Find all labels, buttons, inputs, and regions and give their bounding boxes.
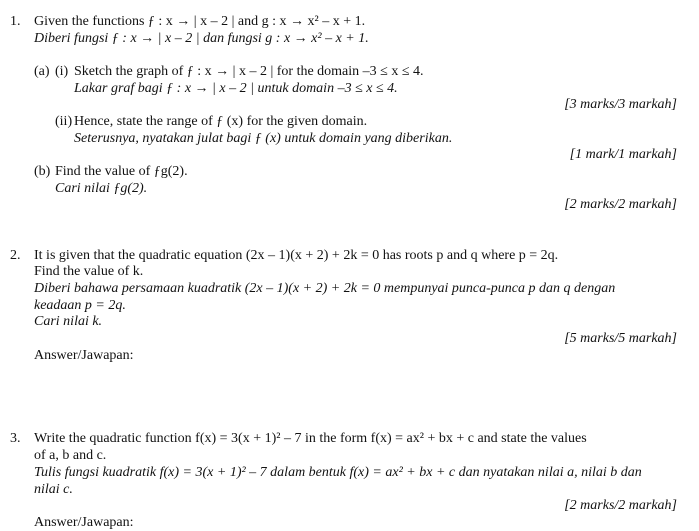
- q2-stem-english-1: It is given that the quadratic equation (2x – 1)(x + 2) + 2k = 0 has roots p and q where p = 2q.: [34, 248, 559, 263]
- q1aii-marks: [1 mark/1 markah]: [569, 147, 677, 162]
- q1-stem-english: Given the functions ƒ : x → | x – 2 | and g : x → x² – x + 1.: [34, 14, 366, 29]
- q1b-marks: [2 marks/2 markah]: [564, 197, 677, 212]
- q3-stem-english-2: of a, b and c.: [34, 448, 107, 463]
- q1ai-malay: Lakar graf bagi ƒ : x → | x – 2 | untuk domain –3 ≤ x ≤ 4.: [74, 81, 398, 96]
- q2-marks: [5 marks/5 markah]: [564, 331, 677, 346]
- q2-answer-label: Answer/Jawapan:: [34, 348, 134, 363]
- q1-stem-malay: Diberi fungsi ƒ : x → | x – 2 | dan fungsi g : x → x² – x + 1.: [34, 31, 369, 46]
- q3-answer-label: Answer/Jawapan:: [34, 515, 134, 530]
- q2-stem-english-2: Find the value of k.: [34, 264, 144, 279]
- q2-number: 2.: [10, 248, 21, 263]
- q2-stem-malay-2: keadaan p = 2q.: [34, 298, 126, 313]
- q1-number: 1.: [10, 14, 21, 29]
- q2-stem-malay-3: Cari nilai k.: [34, 314, 103, 329]
- q1ai-marks: [3 marks/3 markah]: [564, 97, 677, 112]
- q3-stem-malay-1: Tulis fungsi kuadratik f(x) = 3(x + 1)² – 7 dalam bentuk f(x) = ax² + bx + c dan nyatakan nilai a, nilai b dan: [34, 465, 642, 480]
- q1b-label: (b): [34, 164, 51, 179]
- q1a-label: (a): [34, 64, 50, 79]
- q3-stem-malay-2: nilai c.: [34, 482, 73, 497]
- q3-marks: [2 marks/2 markah]: [564, 498, 677, 513]
- q1b-english: Find the value of ƒg(2).: [55, 164, 188, 179]
- q1aii-label: (ii): [55, 114, 73, 129]
- q1aii-malay: Seterusnya, nyatakan julat bagi ƒ (x) untuk domain yang diberikan.: [74, 131, 453, 146]
- q1b-malay: Cari nilai ƒg(2).: [55, 181, 148, 196]
- q1ai-label: (i): [55, 64, 69, 79]
- q3-number: 3.: [10, 431, 21, 446]
- q2-stem-malay-1: Diberi bahawa persamaan kuadratik (2x – 1)(x + 2) + 2k = 0 mempunyai punca-punca p dan q dengan: [34, 281, 616, 296]
- q3-stem-english-1: Write the quadratic function f(x) = 3(x + 1)² – 7 in the form f(x) = ax² + bx + c and state the values: [34, 431, 587, 446]
- q1aii-english: Hence, state the range of ƒ (x) for the given domain.: [74, 114, 368, 129]
- q1ai-english: Sketch the graph of ƒ : x → | x – 2 | for the domain –3 ≤ x ≤ 4.: [74, 64, 424, 79]
